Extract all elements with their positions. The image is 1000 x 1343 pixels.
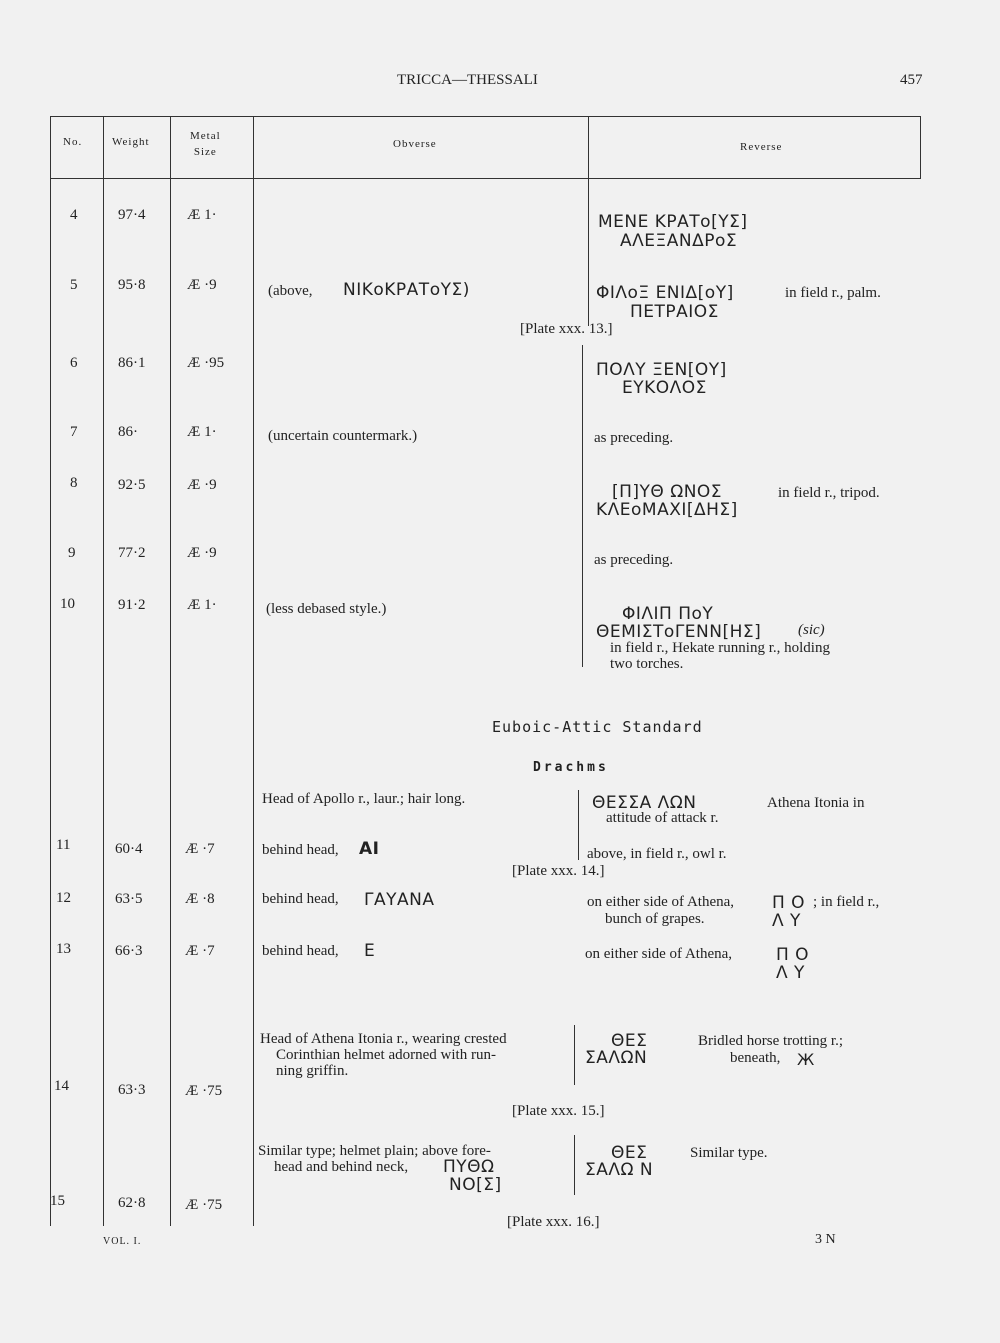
row-14-weight: 63·3 — [118, 1082, 146, 1098]
row-13-obv: behind head, — [262, 943, 339, 959]
row-4-no: 4 — [70, 207, 78, 223]
group3-obv-line1: Similar type; helmet plain; above fore- — [258, 1143, 491, 1159]
row-9-rev: as preceding. — [594, 552, 674, 568]
row-5-rev-note: in field r., palm. — [785, 285, 881, 301]
row-8-weight: 92·5 — [118, 477, 146, 493]
row-4-rev-line1: ΜΕΝΕ ΚΡΑΤο[ΥΣ] — [598, 212, 748, 232]
group2-obv-line1: Head of Athena Itonia r., wearing crested — [260, 1031, 507, 1047]
group1-reverse-text2: attitude of attack r. — [606, 810, 719, 826]
row-11-weight: 60·4 — [115, 841, 143, 857]
table-top-rule — [50, 116, 920, 117]
row-15-weight: 62·8 — [118, 1195, 146, 1211]
row-7-obv: (uncertain countermark.) — [268, 428, 418, 444]
row-10-no: 10 — [60, 596, 75, 612]
footer-signature: 3 N — [815, 1232, 836, 1247]
row-5-obv-greek: ΝΙΚοΚΡΑΤοΥΣ) — [343, 280, 470, 300]
row-13-weight: 66·3 — [115, 943, 143, 959]
row-11-obv: behind head, — [262, 842, 339, 858]
row-11-metal: Æ ·7 — [185, 841, 215, 857]
row-15-metal: Æ ·75 — [185, 1197, 223, 1213]
row-6-rev-line2: ΕΥΚΟΛΟΣ — [622, 378, 707, 398]
row-13-rev-greek1: Π Ο — [776, 945, 810, 965]
plate-15: [Plate xxx. 15.] — [512, 1103, 605, 1119]
row-14-no: 14 — [54, 1078, 69, 1094]
row-10-rev-line3: in field r., Hekate running r., holding — [610, 640, 830, 656]
row-12-metal: Æ ·8 — [185, 891, 215, 907]
col-rule-metal — [253, 116, 254, 1226]
row-12-rev-greek1: Π Ο — [772, 893, 806, 913]
row-9-weight: 77·2 — [118, 545, 146, 561]
row-15-no: 15 — [50, 1193, 65, 1209]
row-12-rev-line1: on either side of Athena, — [587, 894, 735, 910]
group2-rev-monogram: Ж — [797, 1050, 815, 1069]
row-8-rev-line2: ΚΛΕοΜΑΧΙ[ΔΗΣ] — [596, 500, 738, 520]
col-rule-no — [103, 116, 104, 1226]
row-12-weight: 63·5 — [115, 891, 143, 907]
row-5-rev-line2: ΠΕΤΡΑΙΟΣ — [630, 302, 719, 322]
row-7-metal: Æ 1· — [187, 424, 217, 440]
group3-rev-greek1: ΘΕΣ — [611, 1143, 648, 1163]
col-header-weight: Weight — [112, 136, 150, 148]
group1-reverse-greek: ΘΕΣΣΑ ΛΩΝ — [592, 793, 697, 813]
row-9-metal: Æ ·9 — [187, 545, 217, 561]
row-6-rev-line1: ΠΟΛΥ ΞΕΝ[ΟΥ] — [596, 360, 727, 380]
page-number: 457 — [900, 72, 923, 88]
row-7-no: 7 — [70, 424, 78, 440]
row-6-metal: Æ ·95 — [187, 355, 225, 371]
col-rule-obverse-1 — [588, 116, 589, 326]
row-5-rev-line1: ΦΙΛοΞ ΕΝΙΔ[οΥ] — [596, 283, 734, 303]
group3-obv-greek2: ΝΟ[Σ] — [449, 1175, 502, 1195]
row-8-no: 8 — [70, 475, 78, 491]
plate-16: [Plate xxx. 16.] — [507, 1214, 600, 1230]
col-header-obverse: Obverse — [393, 138, 437, 150]
group3-obv-line2: head and behind neck, — [274, 1159, 409, 1175]
row-4-weight: 97·4 — [118, 207, 146, 223]
row-12-no: 12 — [56, 890, 71, 906]
row-8-rev-line1: [Π]ΥΘ ΩΝΟΣ — [612, 482, 723, 502]
row-8-rev-note: in field r., tripod. — [778, 485, 880, 501]
row-11-obv-greek: ΑΙ — [359, 839, 380, 859]
group2-rev-line2: beneath, — [730, 1050, 781, 1066]
group3-rev: Similar type. — [690, 1145, 768, 1161]
row-12-rev-line2: bunch of grapes. — [605, 911, 705, 927]
row-13-no: 13 — [56, 941, 71, 957]
header-bottom-rule — [50, 178, 920, 179]
row-12-rev-field: ; in field r., — [813, 894, 880, 910]
row-13-obv-greek: Ε — [364, 941, 376, 961]
row-12-obv: behind head, — [262, 891, 339, 907]
row-5-obv-text: (above, — [268, 283, 313, 299]
footer-volume: VOL. I. — [103, 1236, 142, 1247]
group1-obverse: Head of Apollo r., laur.; hair long. — [262, 791, 466, 807]
row-7-rev: as preceding. — [594, 430, 674, 446]
row-5-no: 5 — [70, 277, 78, 293]
row-13-rev-greek2: Λ Υ — [776, 963, 805, 983]
section-standard: Euboic-Attic Standard — [492, 718, 703, 736]
group2-rev-greek1: ΘΕΣ — [611, 1031, 648, 1051]
row-5-metal: Æ ·9 — [187, 277, 217, 293]
row-14-metal: Æ ·75 — [185, 1083, 223, 1099]
running-head: TRICCA—THESSALI — [397, 72, 538, 88]
row-13-rev-line1: on either side of Athena, — [585, 946, 733, 962]
group1-reverse-text: Athena Itonia in — [767, 795, 865, 811]
row-7-weight: 86· — [118, 424, 138, 440]
row-9-no: 9 — [68, 545, 76, 561]
group2-rev-line1: Bridled horse trotting r.; — [698, 1033, 843, 1049]
row-5-weight: 95·8 — [118, 277, 146, 293]
row-4-metal: Æ 1· — [187, 207, 217, 223]
row-11-rev: above, in field r., owl r. — [587, 846, 727, 862]
section-drachms: Drachms — [533, 760, 609, 775]
row-12-rev-greek2: Λ Υ — [772, 911, 801, 931]
col-rule-obverse-3 — [578, 790, 579, 860]
row-13-metal: Æ ·7 — [185, 943, 215, 959]
row-8-metal: Æ ·9 — [187, 477, 217, 493]
row-6-no: 6 — [70, 355, 78, 371]
row-10-sic: (sic) — [798, 622, 825, 638]
row-6-weight: 86·1 — [118, 355, 146, 371]
group2-obv-line3: ning griffin. — [276, 1063, 349, 1079]
plate-13: [Plate xxx. 13.] — [520, 321, 613, 337]
row-10-rev-line4: two torches. — [610, 656, 684, 672]
row-10-rev-line1: ΦΙΛΙΠ ΠοΥ — [622, 604, 714, 624]
row-4-rev-line2: ΑΛΕΞΑΝΔΡοΣ — [620, 231, 738, 251]
row-12-obv-greek: ΓΑΥΑΝΑ — [364, 890, 435, 910]
plate-14: [Plate xxx. 14.] — [512, 863, 605, 879]
row-10-obv: (less debased style.) — [266, 601, 387, 617]
col-rule-obverse-5 — [574, 1135, 575, 1195]
row-11-no: 11 — [56, 837, 71, 853]
group3-rev-greek2: ΣΑΛΩ Ν — [585, 1160, 654, 1180]
group2-rev-greek2: ΣΑΛΩΝ — [585, 1048, 648, 1068]
col-header-reverse: Reverse — [740, 141, 783, 153]
row-10-metal: Æ 1· — [187, 597, 217, 613]
col-rule-weight — [170, 116, 171, 1226]
col-rule-obverse-4 — [574, 1025, 575, 1085]
group2-obv-line2: Corinthian helmet adorned with run- — [276, 1047, 496, 1063]
col-header-metal-size: Metal Size — [190, 130, 221, 158]
group3-obv-greek1: ΠΥΘΩ — [443, 1157, 495, 1177]
col-rule-right — [920, 116, 921, 179]
col-header-no: No. — [63, 136, 83, 148]
row-10-rev-line2: ΘΕΜΙΣΤοΓΕΝΝ[ΗΣ] — [596, 622, 762, 642]
col-rule-obverse-2 — [582, 345, 583, 667]
col-rule-left — [50, 116, 51, 1226]
row-10-weight: 91·2 — [118, 597, 146, 613]
